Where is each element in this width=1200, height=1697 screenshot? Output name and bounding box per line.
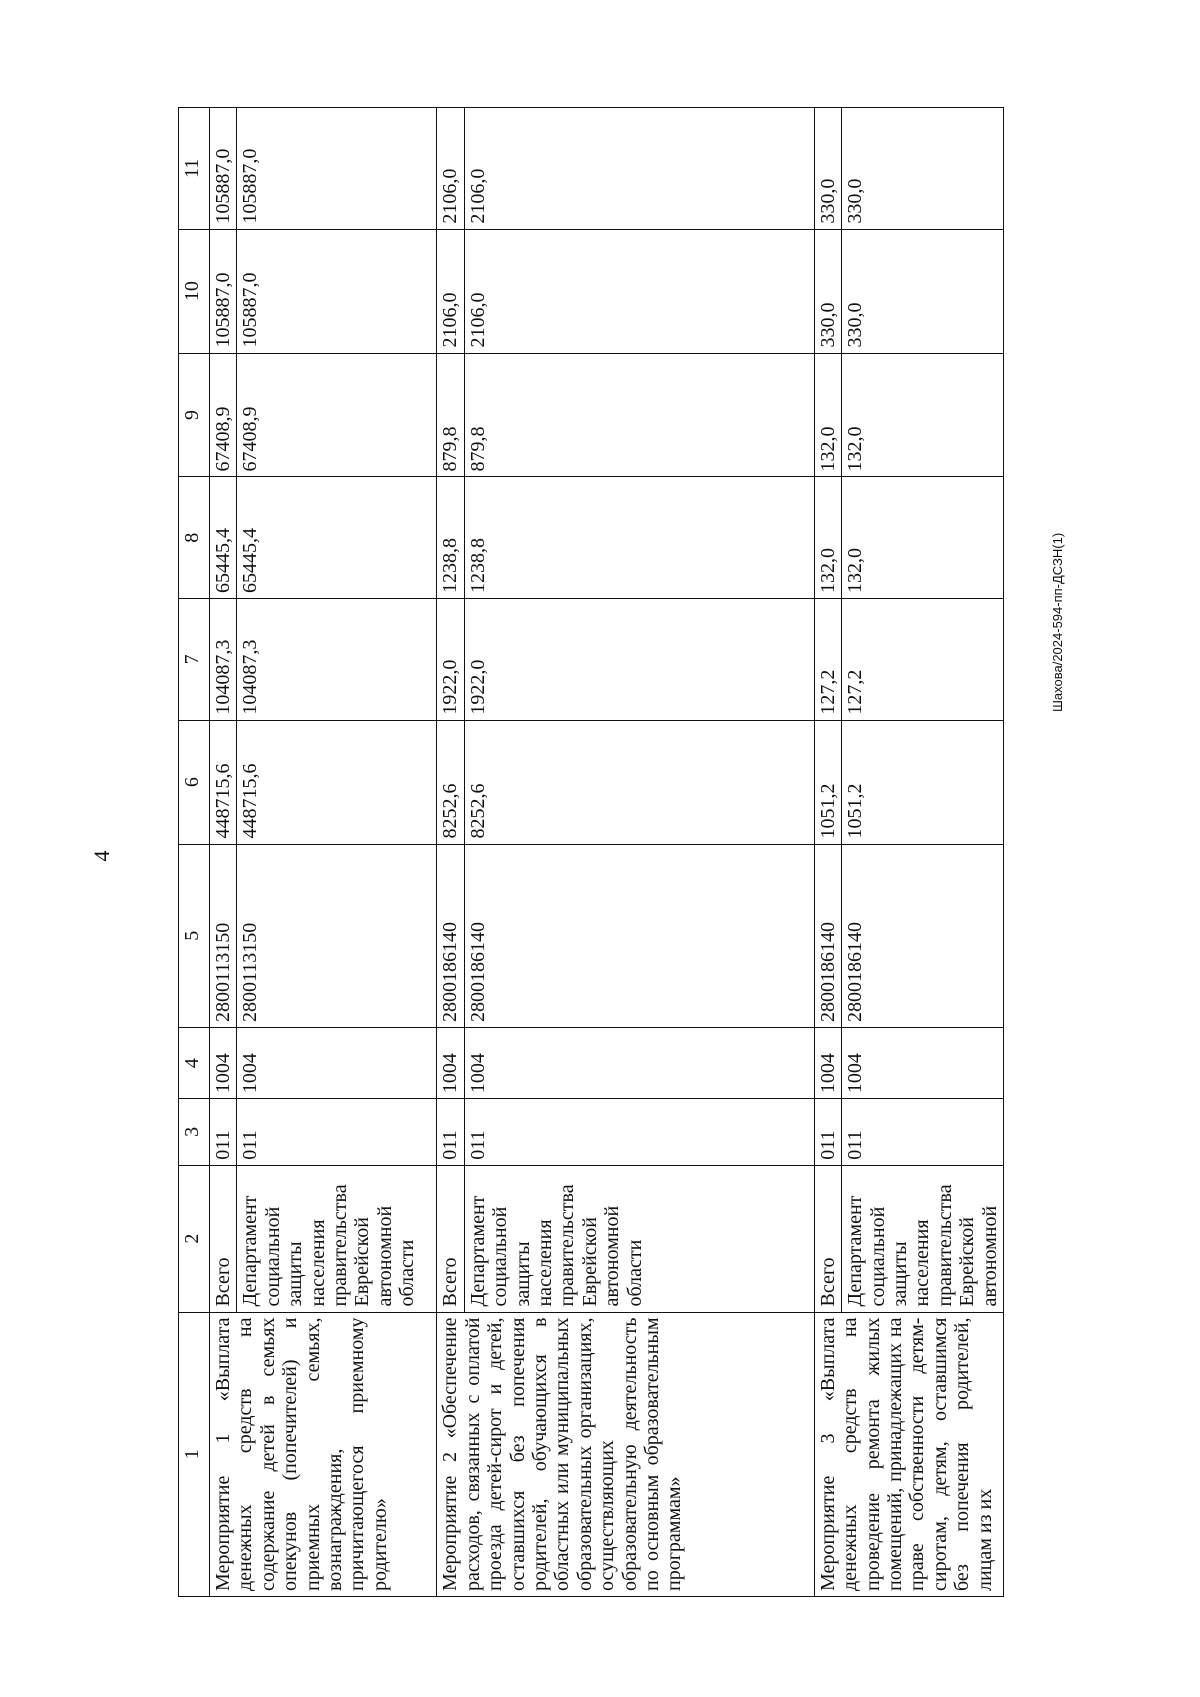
table-row-total: [437, 108, 464, 1597]
value-cell: 2106,0: [464, 108, 814, 230]
table-row-total: [814, 108, 841, 1597]
section-cell: 1004: [814, 1028, 841, 1099]
value-cell: 127,2: [814, 599, 841, 721]
value-cell: 1922,0: [464, 599, 814, 721]
document-code: Шахова/2024-594-пп-ДСЗН(1): [1050, 532, 1065, 712]
value-cell: 67408,9: [210, 353, 237, 477]
section-cell: 1004: [210, 1028, 237, 1099]
col-header: 5: [179, 844, 210, 1028]
value-cell: 879,8: [464, 353, 814, 477]
value-cell: 65445,4: [237, 477, 437, 599]
target-code-cell: 2800186140: [842, 844, 1004, 1028]
value-cell: 132,0: [814, 353, 841, 477]
value-cell: 330,0: [842, 108, 1004, 230]
value-cell: 132,0: [814, 477, 841, 599]
value-cell: 1238,8: [464, 477, 814, 599]
value-cell: 8252,6: [464, 720, 814, 844]
section-cell: 1004: [437, 1028, 464, 1099]
col-header: 7: [179, 599, 210, 721]
value-cell: 330,0: [842, 229, 1004, 353]
value-cell: 448715,6: [237, 720, 437, 844]
value-cell: 127,2: [842, 599, 1004, 721]
rotated-table-wrapper: [178, 107, 1098, 1597]
section-cell: 1004: [237, 1028, 437, 1099]
value-cell: 2106,0: [437, 229, 464, 353]
value-cell: 2106,0: [464, 229, 814, 353]
value-cell: 330,0: [814, 108, 841, 230]
col-header: 8: [179, 477, 210, 599]
executor-cell: Всего: [210, 1165, 237, 1312]
executor-cell: Департамент социальной защиты населения правительства Еврейской автономной области: [237, 1165, 437, 1312]
value-cell: 1051,2: [842, 720, 1004, 844]
budget-table: [178, 107, 1004, 1597]
event-cell: Мероприятие 3 «Выплата денежных средств на проведение ремонта жилых помещений, принадлежащих на праве собственности детям-сиротам, детям, оставшимся без попечения родителей, лицам из их: [814, 1312, 1003, 1596]
col-header: 2: [179, 1165, 210, 1312]
value-cell: 1922,0: [437, 599, 464, 721]
value-cell: 132,0: [842, 477, 1004, 599]
value-cell: 105887,0: [237, 108, 437, 230]
executor-cell: Всего: [437, 1165, 464, 1312]
value-cell: 8252,6: [437, 720, 464, 844]
value-cell: 105887,0: [210, 229, 237, 353]
code-cell: 011: [464, 1099, 814, 1166]
col-header: 11: [179, 108, 210, 230]
executor-cell: Всего: [814, 1165, 841, 1312]
value-cell: 132,0: [842, 353, 1004, 477]
value-cell: 105887,0: [237, 229, 437, 353]
col-header: 10: [179, 229, 210, 353]
header-row: [179, 108, 210, 1597]
target-code-cell: 2800113150: [210, 844, 237, 1028]
value-cell: 1051,2: [814, 720, 841, 844]
table-row-total: [210, 108, 237, 1597]
section-cell: 1004: [842, 1028, 1004, 1099]
code-cell: 011: [814, 1099, 841, 1166]
event-cell: Мероприятие 2 «Обеспечение расходов, связанных с оплатой проезда детей-сирот и детей, оставшихся без попечения родителей, обучающихся в областных или муниципальных образовательных организациях, осуществляющих образовательную деятельность по основным образовательным программам»: [437, 1312, 814, 1596]
value-cell: 879,8: [437, 353, 464, 477]
target-code-cell: 2800186140: [814, 844, 841, 1028]
value-cell: 1238,8: [437, 477, 464, 599]
event-cell: Мероприятие 1 «Выплата денежных средств на содержание детей в семьях опекунов (попечителей) и приемных семьях, вознаграждения, причитающегося приемному родителю»: [210, 1312, 437, 1596]
col-header: 9: [179, 353, 210, 477]
code-cell: 011: [210, 1099, 237, 1166]
col-header: 3: [179, 1099, 210, 1166]
col-header: 6: [179, 720, 210, 844]
code-cell: 011: [437, 1099, 464, 1166]
code-cell: 011: [842, 1099, 1004, 1166]
target-code-cell: 2800113150: [237, 844, 437, 1028]
value-cell: 448715,6: [210, 720, 237, 844]
value-cell: 104087,3: [237, 599, 437, 721]
value-cell: 330,0: [814, 229, 841, 353]
executor-cell: Департамент социальной защиты населения правительства Еврейской автономной: [842, 1165, 1004, 1312]
value-cell: 65445,4: [210, 477, 237, 599]
code-cell: 011: [237, 1099, 437, 1166]
executor-cell: Департамент социальной защиты населения правительства Еврейской автономной области: [464, 1165, 814, 1312]
value-cell: 105887,0: [210, 108, 237, 230]
value-cell: 2106,0: [437, 108, 464, 230]
section-cell: 1004: [464, 1028, 814, 1099]
target-code-cell: 2800186140: [464, 844, 814, 1028]
value-cell: 67408,9: [237, 353, 437, 477]
value-cell: 104087,3: [210, 599, 237, 721]
page-number: 4: [89, 850, 114, 862]
col-header: 1: [179, 1312, 210, 1596]
target-code-cell: 2800186140: [437, 844, 464, 1028]
col-header: 4: [179, 1028, 210, 1099]
